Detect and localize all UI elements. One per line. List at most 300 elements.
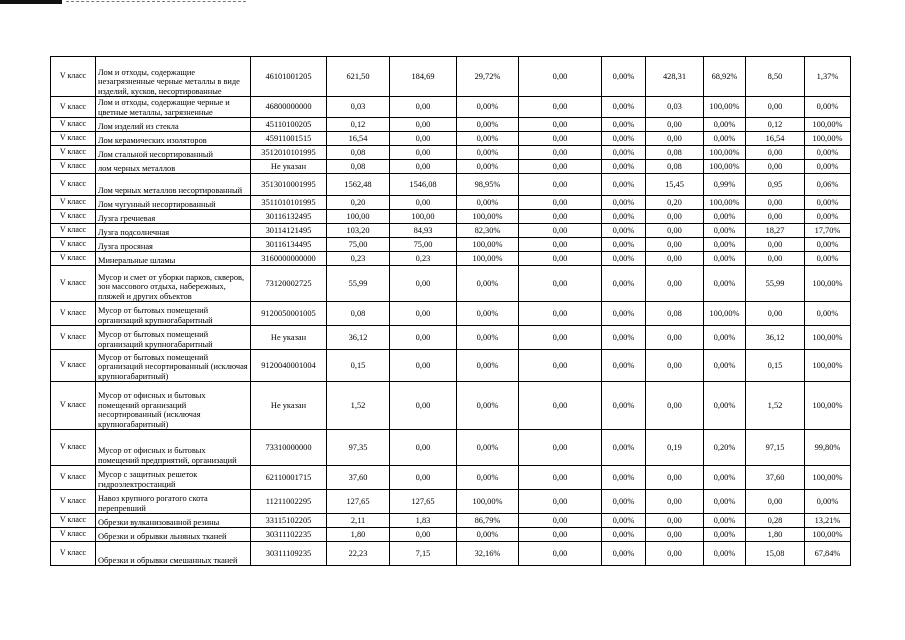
percent-col10-cell: 0,00% (704, 118, 746, 132)
percent-transferred-cell: 0,00% (457, 146, 519, 160)
amount-col7-cell: 0,00 (519, 57, 602, 97)
amount-col11-cell: 36,12 (746, 326, 805, 350)
table-row (51, 252, 851, 266)
hazard-class-cell: V класс (51, 302, 96, 326)
percent-col8-cell: 0,00% (602, 542, 646, 566)
percent-transferred-cell: 0,00% (457, 302, 519, 326)
percent-col12-cell: 100,00% (805, 266, 851, 302)
amount-col7-cell: 0,00 (519, 146, 602, 160)
waste-name-cell: Мусор от бытовых помещений организаций крупногабаритный (96, 326, 251, 350)
amount-col9-cell: 15,45 (646, 174, 704, 196)
waste-code-cell: 73120002725 (251, 266, 327, 302)
amount-transferred-cell: 0,00 (390, 160, 457, 174)
percent-transferred-cell: 82,30% (457, 224, 519, 238)
amount-transferred-cell: 184,69 (390, 57, 457, 97)
percent-col12-cell: 17,70% (805, 224, 851, 238)
amount-col7-cell: 0,00 (519, 430, 602, 466)
amount-col7-cell: 0,00 (519, 132, 602, 146)
percent-col12-cell: 0,06% (805, 174, 851, 196)
percent-col8-cell: 0,00% (602, 238, 646, 252)
waste-code-cell: 45911001515 (251, 132, 327, 146)
waste-code-cell: 62110001715 (251, 466, 327, 490)
amount-col11-cell: 0,15 (746, 350, 805, 382)
percent-col10-cell: 0,00% (704, 542, 746, 566)
waste-name-cell: Лом чугунный несортированный (96, 196, 251, 210)
percent-col8-cell: 0,00% (602, 224, 646, 238)
amount-generated-cell: 103,20 (327, 224, 390, 238)
amount-transferred-cell: 0,00 (390, 118, 457, 132)
waste-name-cell: Лом стальной несортированный (96, 146, 251, 160)
percent-col12-cell: 100,00% (805, 132, 851, 146)
percent-transferred-cell: 0,00% (457, 196, 519, 210)
table-row (51, 466, 851, 490)
percent-col12-cell: 100,00% (805, 326, 851, 350)
waste-code-cell: 11211002295 (251, 490, 327, 514)
amount-col9-cell: 0,00 (646, 238, 704, 252)
percent-col8-cell: 0,00% (602, 174, 646, 196)
amount-col11-cell: 0,00 (746, 490, 805, 514)
amount-generated-cell: 1,80 (327, 528, 390, 542)
amount-col11-cell: 0,00 (746, 252, 805, 266)
amount-generated-cell: 0,08 (327, 160, 390, 174)
amount-col7-cell: 0,00 (519, 210, 602, 224)
amount-generated-cell: 127,65 (327, 490, 390, 514)
amount-transferred-cell: 127,65 (390, 490, 457, 514)
percent-col10-cell: 0,00% (704, 490, 746, 514)
amount-transferred-cell: 0,00 (390, 528, 457, 542)
percent-transferred-cell: 0,00% (457, 382, 519, 430)
amount-col11-cell: 0,00 (746, 97, 805, 118)
amount-col7-cell: 0,00 (519, 160, 602, 174)
amount-col11-cell: 16,54 (746, 132, 805, 146)
hazard-class-cell: V класс (51, 118, 96, 132)
hazard-class-cell: V класс (51, 174, 96, 196)
hazard-class-cell: V класс (51, 514, 96, 528)
waste-name-cell: Мусор и смет от уборки парков, скверов, зон массового отдыха, набережных, пляжей и других объектов (96, 266, 251, 302)
waste-code-cell: 3513010001995 (251, 174, 327, 196)
amount-col9-cell: 0,00 (646, 252, 704, 266)
amount-transferred-cell: 0,00 (390, 302, 457, 326)
table-row (51, 382, 851, 430)
percent-col12-cell: 0,00% (805, 160, 851, 174)
amount-col9-cell: 0,00 (646, 382, 704, 430)
amount-generated-cell: 0,08 (327, 146, 390, 160)
amount-generated-cell: 0,15 (327, 350, 390, 382)
percent-transferred-cell: 86,79% (457, 514, 519, 528)
hazard-class-cell: V класс (51, 210, 96, 224)
amount-generated-cell: 1562,48 (327, 174, 390, 196)
percent-col12-cell: 0,00% (805, 196, 851, 210)
percent-transferred-cell: 100,00% (457, 490, 519, 514)
hazard-class-cell: V класс (51, 196, 96, 210)
table-row (51, 528, 851, 542)
percent-col10-cell: 0,00% (704, 224, 746, 238)
amount-transferred-cell: 84,93 (390, 224, 457, 238)
amount-col7-cell: 0,00 (519, 97, 602, 118)
percent-col12-cell: 100,00% (805, 382, 851, 430)
hazard-class-cell: V класс (51, 132, 96, 146)
table-row (51, 514, 851, 528)
percent-col8-cell: 0,00% (602, 118, 646, 132)
amount-col11-cell: 37,60 (746, 466, 805, 490)
percent-col8-cell: 0,00% (602, 132, 646, 146)
waste-name-cell: Лузга подсолнечная (96, 224, 251, 238)
percent-col12-cell: 0,00% (805, 238, 851, 252)
waste-code-cell: Не указан (251, 326, 327, 350)
scan-edge-dashes (66, 1, 246, 4)
amount-col9-cell: 0,00 (646, 118, 704, 132)
amount-col7-cell: 0,00 (519, 382, 602, 430)
table-row (51, 132, 851, 146)
amount-col9-cell: 428,31 (646, 57, 704, 97)
amount-col7-cell: 0,00 (519, 196, 602, 210)
amount-col9-cell: 0,00 (646, 350, 704, 382)
hazard-class-cell: V класс (51, 430, 96, 466)
percent-col10-cell: 0,00% (704, 528, 746, 542)
amount-generated-cell: 0,03 (327, 97, 390, 118)
percent-transferred-cell: 32,16% (457, 542, 519, 566)
table-row (51, 196, 851, 210)
hazard-class-cell: V класс (51, 466, 96, 490)
hazard-class-cell: V класс (51, 350, 96, 382)
waste-name-cell: Минеральные шламы (96, 252, 251, 266)
percent-col8-cell: 0,00% (602, 160, 646, 174)
amount-col7-cell: 0,00 (519, 542, 602, 566)
waste-code-cell: 9120040001004 (251, 350, 327, 382)
amount-generated-cell: 0,08 (327, 302, 390, 326)
amount-transferred-cell: 0,00 (390, 196, 457, 210)
percent-col12-cell: 0,00% (805, 302, 851, 326)
percent-col10-cell: 0,00% (704, 210, 746, 224)
percent-col8-cell: 0,00% (602, 57, 646, 97)
amount-col11-cell: 97,15 (746, 430, 805, 466)
amount-generated-cell: 0,23 (327, 252, 390, 266)
percent-transferred-cell: 0,00% (457, 430, 519, 466)
amount-transferred-cell: 0,00 (390, 466, 457, 490)
percent-transferred-cell: 100,00% (457, 210, 519, 224)
amount-generated-cell: 55,99 (327, 266, 390, 302)
percent-col10-cell: 100,00% (704, 160, 746, 174)
percent-col12-cell: 0,00% (805, 490, 851, 514)
amount-col9-cell: 0,00 (646, 528, 704, 542)
amount-col9-cell: 0,19 (646, 430, 704, 466)
amount-transferred-cell: 0,00 (390, 326, 457, 350)
percent-transferred-cell: 100,00% (457, 252, 519, 266)
amount-col11-cell: 15,08 (746, 542, 805, 566)
table-row (51, 118, 851, 132)
table-row (51, 210, 851, 224)
amount-col11-cell: 0,00 (746, 160, 805, 174)
waste-name-cell: Навоз крупного рогатого скота перепревший (96, 490, 251, 514)
amount-generated-cell: 37,60 (327, 466, 390, 490)
waste-name-cell: Лом и отходы, содержащие черные и цветные металлы, загрязненные (96, 97, 251, 118)
percent-col10-cell: 0,00% (704, 238, 746, 252)
percent-col8-cell: 0,00% (602, 514, 646, 528)
amount-col7-cell: 0,00 (519, 466, 602, 490)
amount-generated-cell: 22,23 (327, 542, 390, 566)
amount-transferred-cell: 1,83 (390, 514, 457, 528)
hazard-class-cell: V класс (51, 57, 96, 97)
waste-table (50, 56, 851, 566)
amount-col9-cell: 0,08 (646, 160, 704, 174)
waste-name-cell: Мусор от бытовых помещений организаций несортированный (исключая крупногабаритный) (96, 350, 251, 382)
amount-col11-cell: 0,00 (746, 146, 805, 160)
waste-code-cell: 46800000000 (251, 97, 327, 118)
amount-transferred-cell: 0,00 (390, 132, 457, 146)
percent-transferred-cell: 100,00% (457, 238, 519, 252)
amount-col7-cell: 0,00 (519, 490, 602, 514)
amount-col9-cell: 0,00 (646, 466, 704, 490)
hazard-class-cell: V класс (51, 224, 96, 238)
amount-col7-cell: 0,00 (519, 252, 602, 266)
percent-col8-cell: 0,00% (602, 382, 646, 430)
amount-generated-cell: 75,00 (327, 238, 390, 252)
amount-col9-cell: 0,03 (646, 97, 704, 118)
amount-generated-cell: 0,20 (327, 196, 390, 210)
percent-col12-cell: 100,00% (805, 528, 851, 542)
amount-col9-cell: 0,00 (646, 210, 704, 224)
amount-col7-cell: 0,00 (519, 302, 602, 326)
percent-col8-cell: 0,00% (602, 326, 646, 350)
amount-transferred-cell: 0,00 (390, 146, 457, 160)
amount-col7-cell: 0,00 (519, 350, 602, 382)
percent-transferred-cell: 0,00% (457, 528, 519, 542)
hazard-class-cell: V класс (51, 146, 96, 160)
percent-col10-cell: 0,99% (704, 174, 746, 196)
amount-generated-cell: 621,50 (327, 57, 390, 97)
percent-transferred-cell: 0,00% (457, 350, 519, 382)
percent-col10-cell: 100,00% (704, 196, 746, 210)
percent-col10-cell: 0,00% (704, 350, 746, 382)
percent-col12-cell: 0,00% (805, 146, 851, 160)
hazard-class-cell: V класс (51, 97, 96, 118)
waste-code-cell: 30311109235 (251, 542, 327, 566)
percent-transferred-cell: 29,72% (457, 57, 519, 97)
percent-col12-cell: 100,00% (805, 466, 851, 490)
table-row (51, 238, 851, 252)
table-row (51, 146, 851, 160)
hazard-class-cell: V класс (51, 490, 96, 514)
amount-col11-cell: 0,12 (746, 118, 805, 132)
waste-code-cell: 33115102205 (251, 514, 327, 528)
hazard-class-cell: V класс (51, 252, 96, 266)
table-row (51, 350, 851, 382)
amount-col11-cell: 0,00 (746, 210, 805, 224)
percent-col12-cell: 99,80% (805, 430, 851, 466)
hazard-class-cell: V класс (51, 326, 96, 350)
percent-col12-cell: 100,00% (805, 350, 851, 382)
amount-col11-cell: 0,00 (746, 196, 805, 210)
amount-transferred-cell: 1546,08 (390, 174, 457, 196)
table-row (51, 302, 851, 326)
amount-transferred-cell: 0,23 (390, 252, 457, 266)
amount-col9-cell: 0,08 (646, 302, 704, 326)
percent-col10-cell: 0,00% (704, 266, 746, 302)
percent-col10-cell: 0,00% (704, 252, 746, 266)
amount-col9-cell: 0,00 (646, 326, 704, 350)
amount-transferred-cell: 0,00 (390, 430, 457, 466)
amount-col9-cell: 0,00 (646, 132, 704, 146)
percent-col10-cell: 100,00% (704, 302, 746, 326)
amount-col11-cell: 18,27 (746, 224, 805, 238)
amount-col11-cell: 0,28 (746, 514, 805, 528)
percent-col8-cell: 0,00% (602, 430, 646, 466)
percent-col10-cell: 68,92% (704, 57, 746, 97)
percent-transferred-cell: 0,00% (457, 266, 519, 302)
amount-generated-cell: 100,00 (327, 210, 390, 224)
hazard-class-cell: V класс (51, 266, 96, 302)
amount-col11-cell: 8,50 (746, 57, 805, 97)
waste-code-cell: 73310000000 (251, 430, 327, 466)
percent-col12-cell: 0,00% (805, 97, 851, 118)
amount-col9-cell: 0,00 (646, 514, 704, 528)
amount-col7-cell: 0,00 (519, 118, 602, 132)
amount-col11-cell: 0,95 (746, 174, 805, 196)
table-row (51, 542, 851, 566)
percent-col8-cell: 0,00% (602, 210, 646, 224)
amount-col7-cell: 0,00 (519, 514, 602, 528)
amount-transferred-cell: 0,00 (390, 350, 457, 382)
hazard-class-cell: V класс (51, 160, 96, 174)
waste-code-cell: 9120050001005 (251, 302, 327, 326)
percent-col12-cell: 100,00% (805, 118, 851, 132)
percent-col8-cell: 0,00% (602, 350, 646, 382)
table-row (51, 174, 851, 196)
waste-code-cell: Не указан (251, 382, 327, 430)
waste-name-cell: Лузга просяная (96, 238, 251, 252)
amount-transferred-cell: 0,00 (390, 97, 457, 118)
waste-name-cell: Обрезки и обрывки смешанных тканей (96, 542, 251, 566)
percent-col10-cell: 0,20% (704, 430, 746, 466)
amount-transferred-cell: 100,00 (390, 210, 457, 224)
hazard-class-cell: V класс (51, 382, 96, 430)
amount-generated-cell: 97,35 (327, 430, 390, 466)
amount-transferred-cell: 75,00 (390, 238, 457, 252)
percent-col12-cell: 0,00% (805, 210, 851, 224)
table-row (51, 160, 851, 174)
percent-col10-cell: 0,00% (704, 514, 746, 528)
amount-col11-cell: 1,80 (746, 528, 805, 542)
percent-transferred-cell: 98,95% (457, 174, 519, 196)
waste-code-cell: 30114121495 (251, 224, 327, 238)
waste-name-cell: Лом керамических изоляторов (96, 132, 251, 146)
amount-transferred-cell: 0,00 (390, 382, 457, 430)
amount-col11-cell: 0,00 (746, 302, 805, 326)
percent-transferred-cell: 0,00% (457, 118, 519, 132)
percent-transferred-cell: 0,00% (457, 466, 519, 490)
percent-col10-cell: 0,00% (704, 132, 746, 146)
waste-name-cell: Лузга гречневая (96, 210, 251, 224)
waste-code-cell: 3511010101995 (251, 196, 327, 210)
percent-col8-cell: 0,00% (602, 97, 646, 118)
waste-code-cell: Не указан (251, 160, 327, 174)
amount-generated-cell: 36,12 (327, 326, 390, 350)
table-row (51, 57, 851, 97)
percent-col8-cell: 0,00% (602, 528, 646, 542)
table-row (51, 266, 851, 302)
scan-edge-mark (0, 0, 62, 4)
hazard-class-cell: V класс (51, 238, 96, 252)
waste-name-cell: Лом изделий из стекла (96, 118, 251, 132)
amount-transferred-cell: 0,00 (390, 266, 457, 302)
amount-col7-cell: 0,00 (519, 224, 602, 238)
waste-name-cell: Мусор с защитных решеток гидроэлектростанций (96, 466, 251, 490)
amount-col7-cell: 0,00 (519, 238, 602, 252)
waste-code-cell: 46101001205 (251, 57, 327, 97)
hazard-class-cell: V класс (51, 542, 96, 566)
amount-col9-cell: 0,20 (646, 196, 704, 210)
percent-transferred-cell: 0,00% (457, 160, 519, 174)
amount-col7-cell: 0,00 (519, 528, 602, 542)
percent-col8-cell: 0,00% (602, 302, 646, 326)
table-row (51, 326, 851, 350)
waste-name-cell: Мусор от офисных и бытовых помещений предприятий, организаций (96, 430, 251, 466)
waste-name-cell: Обрезки вулканизованной резины (96, 514, 251, 528)
amount-generated-cell: 0,12 (327, 118, 390, 132)
amount-col7-cell: 0,00 (519, 326, 602, 350)
waste-name-cell: Лом черных металлов несортированный (96, 174, 251, 196)
waste-code-cell: 3512010101995 (251, 146, 327, 160)
amount-col9-cell: 0,08 (646, 146, 704, 160)
waste-name-cell: Лом и отходы, содержащие незагрязненные черные металлы в виде изделий, кусков, несортированные (96, 57, 251, 97)
amount-col11-cell: 0,00 (746, 238, 805, 252)
waste-code-cell: 45110100205 (251, 118, 327, 132)
waste-code-cell: 3160000000000 (251, 252, 327, 266)
amount-col7-cell: 0,00 (519, 174, 602, 196)
percent-transferred-cell: 0,00% (457, 97, 519, 118)
table-row (51, 430, 851, 466)
amount-col9-cell: 0,00 (646, 490, 704, 514)
percent-col8-cell: 0,00% (602, 466, 646, 490)
hazard-class-cell: V класс (51, 528, 96, 542)
percent-col10-cell: 100,00% (704, 146, 746, 160)
percent-col8-cell: 0,00% (602, 266, 646, 302)
amount-col7-cell: 0,00 (519, 266, 602, 302)
percent-col8-cell: 0,00% (602, 252, 646, 266)
table-row (51, 97, 851, 118)
waste-table-body (51, 57, 851, 566)
percent-col10-cell: 0,00% (704, 382, 746, 430)
waste-name-cell: Мусор от офисных и бытовых помещений организаций несортированный (исключая крупногабаритный) (96, 382, 251, 430)
amount-generated-cell: 16,54 (327, 132, 390, 146)
amount-col11-cell: 55,99 (746, 266, 805, 302)
percent-col10-cell: 100,00% (704, 97, 746, 118)
amount-generated-cell: 2,11 (327, 514, 390, 528)
amount-col9-cell: 0,00 (646, 224, 704, 238)
table-row (51, 224, 851, 238)
percent-col10-cell: 0,00% (704, 466, 746, 490)
amount-generated-cell: 1,52 (327, 382, 390, 430)
amount-transferred-cell: 7,15 (390, 542, 457, 566)
percent-col12-cell: 13,21% (805, 514, 851, 528)
amount-col9-cell: 0,00 (646, 266, 704, 302)
table-row (51, 490, 851, 514)
percent-col8-cell: 0,00% (602, 146, 646, 160)
amount-col9-cell: 0,00 (646, 542, 704, 566)
percent-col12-cell: 0,00% (805, 252, 851, 266)
waste-name-cell: лом черных металлов (96, 160, 251, 174)
percent-col12-cell: 1,37% (805, 57, 851, 97)
waste-name-cell: Обрезки и обрывки льняных тканей (96, 528, 251, 542)
waste-code-cell: 30116132495 (251, 210, 327, 224)
waste-code-cell: 30116134495 (251, 238, 327, 252)
amount-col11-cell: 1,52 (746, 382, 805, 430)
waste-name-cell: Мусор от бытовых помещений организаций крупногабаритный (96, 302, 251, 326)
percent-col10-cell: 0,00% (704, 326, 746, 350)
percent-col8-cell: 0,00% (602, 196, 646, 210)
percent-transferred-cell: 0,00% (457, 132, 519, 146)
percent-col8-cell: 0,00% (602, 490, 646, 514)
